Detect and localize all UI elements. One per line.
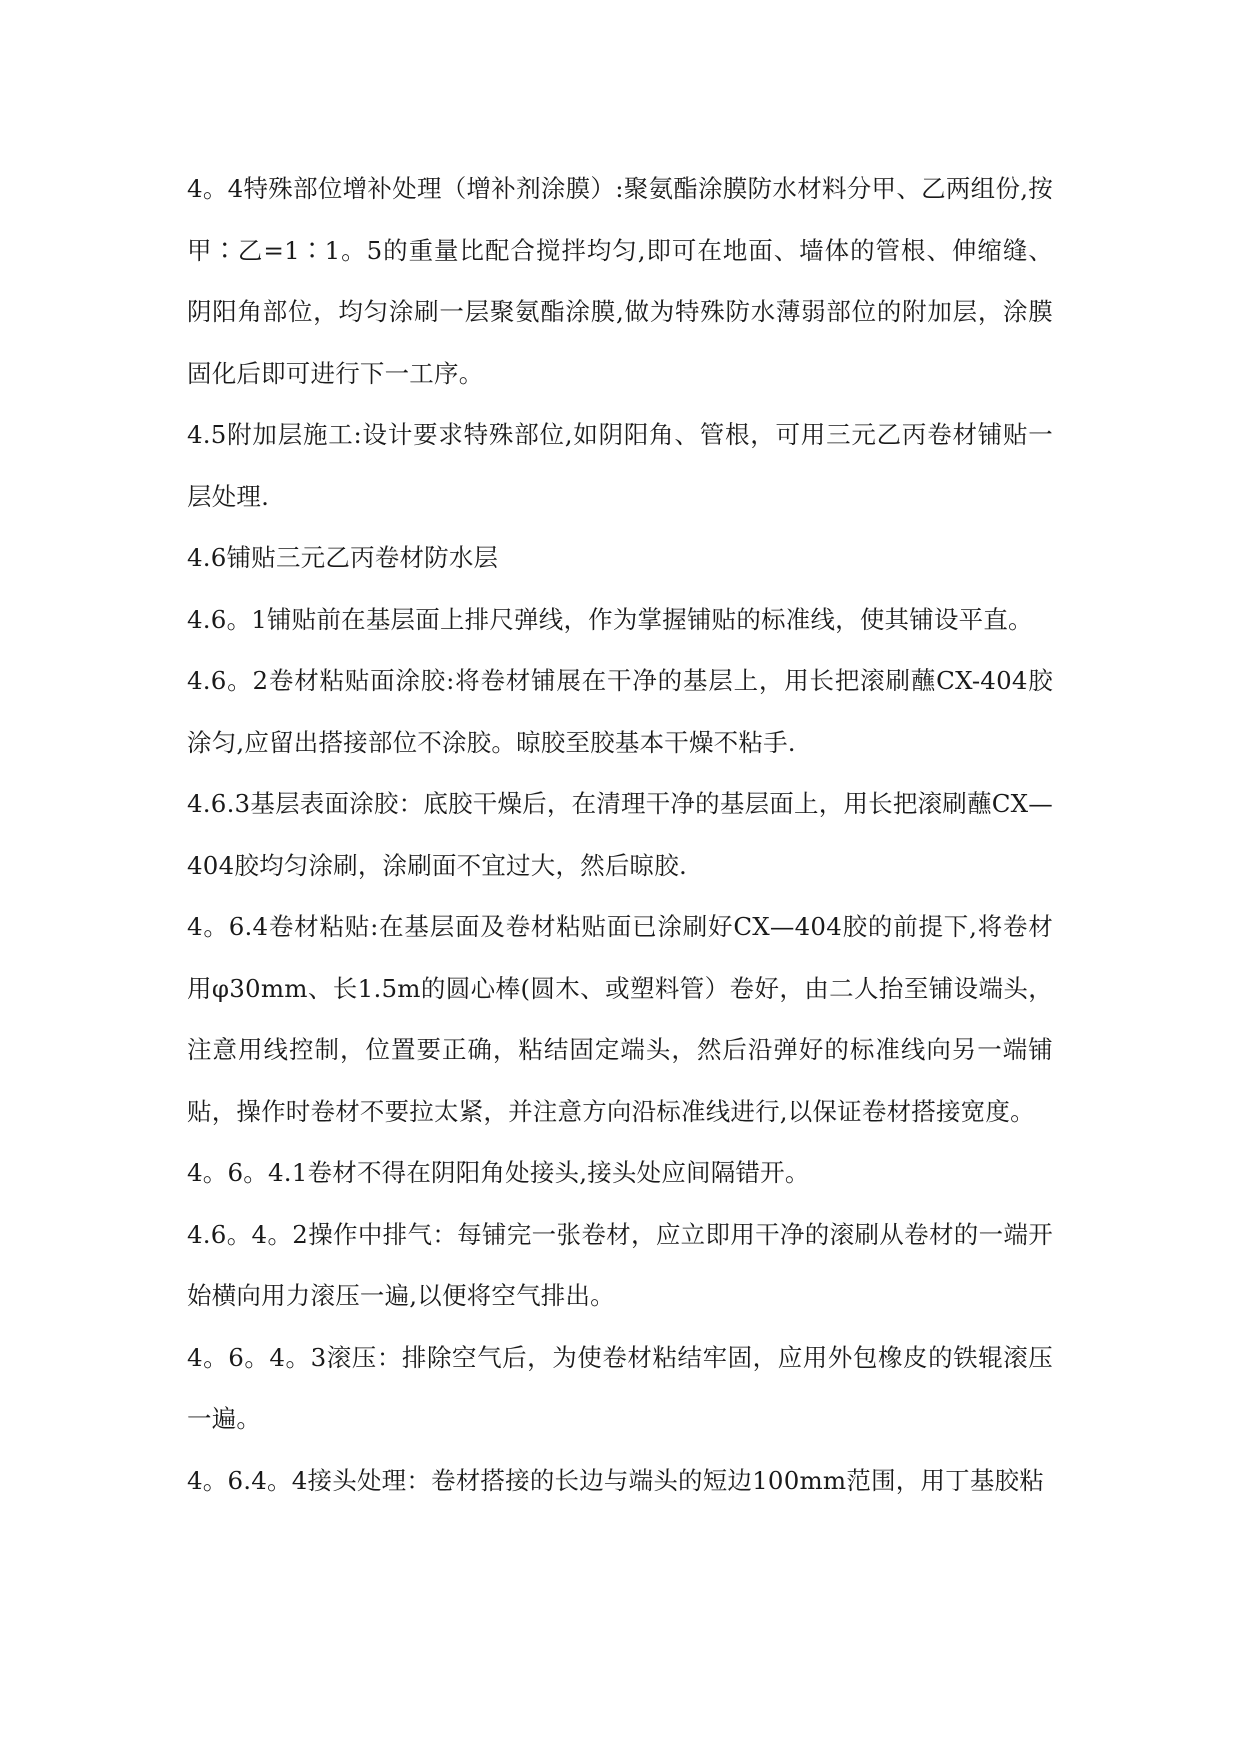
paragraph-4-6-1: 4.6。1铺贴前在基层面上排尺弹线，作为掌握铺贴的标准线，使其铺设平直。: [187, 604, 1033, 634]
document-body: [187, 158, 1053, 1511]
paragraph-4-5: 4.5附加层施工:设计要求特殊部位,如阴阳角、管根，可用三元乙丙卷材铺贴一层处理.: [187, 420, 1053, 511]
paragraph-4-6: 4.6铺贴三元乙丙卷材防水层: [187, 543, 499, 572]
paragraph-4-6-4: 4。6.4卷材粘贴:在基层面及卷材粘贴面已涂刷好CX—404胶的前提下,将卷材用φ30mm、长1.5m的圆心棒(圆木、或塑料管）卷好，由二人抬至铺设端头，注意用线控制，位置要正确，粘结固定端头，然后沿弹好的标准线向另一端铺贴，操作时卷材不要拉太紧，并注意方向沿标准线进行,以保证卷材搭接宽度。: [187, 912, 1053, 1126]
paragraph-4-6-2: 4.6。2卷材粘贴面涂胶:将卷材铺展在干净的基层上，用长把滚刷蘸CX-404胶涂匀,应留出搭接部位不涂胶。晾胶至胶基本干燥不粘手.: [187, 666, 1053, 757]
paragraph-4-6-4-3: 4。6。4。3滚压：排除空气后，为使卷材粘结牢固，应用外包橡皮的铁辊滚压一遍。: [187, 1342, 1053, 1433]
paragraph-4-6-3: 4.6.3基层表面涂胶：底胶干燥后，在清理干净的基层面上，用长把滚刷蘸CX—404胶均匀涂刷，涂刷面不宜过大，然后晾胶.: [187, 789, 1053, 880]
paragraph-4-4: 4。4特殊部位增补处理（增补剂涂膜）:聚氨酯涂膜防水材料分甲、乙两组份,按甲∶乙=1∶1。5的重量比配合搅拌均匀,即可在地面、墙体的管根、伸缩缝、阴阳角部位，均匀涂刷一层聚氨酯涂膜,做为特殊防水薄弱部位的附加层，涂膜固化后即可进行下一工序。: [187, 174, 1053, 388]
paragraph-4-6-4-4: 4。6.4。4接头处理：卷材搭接的长边与端头的短边100mm范围，用丁基胶粘: [187, 1465, 1044, 1495]
paragraph-4-6-4-2: 4.6。4。2操作中排气：每铺完一张卷材，应立即用干净的滚刷从卷材的一端开始横向用力滚压一遍,以便将空气排出。: [187, 1219, 1053, 1310]
paragraph-4-6-4-1: 4。6。4.1卷材不得在阴阳角处接头,接头处应间隔错开。: [187, 1158, 810, 1187]
